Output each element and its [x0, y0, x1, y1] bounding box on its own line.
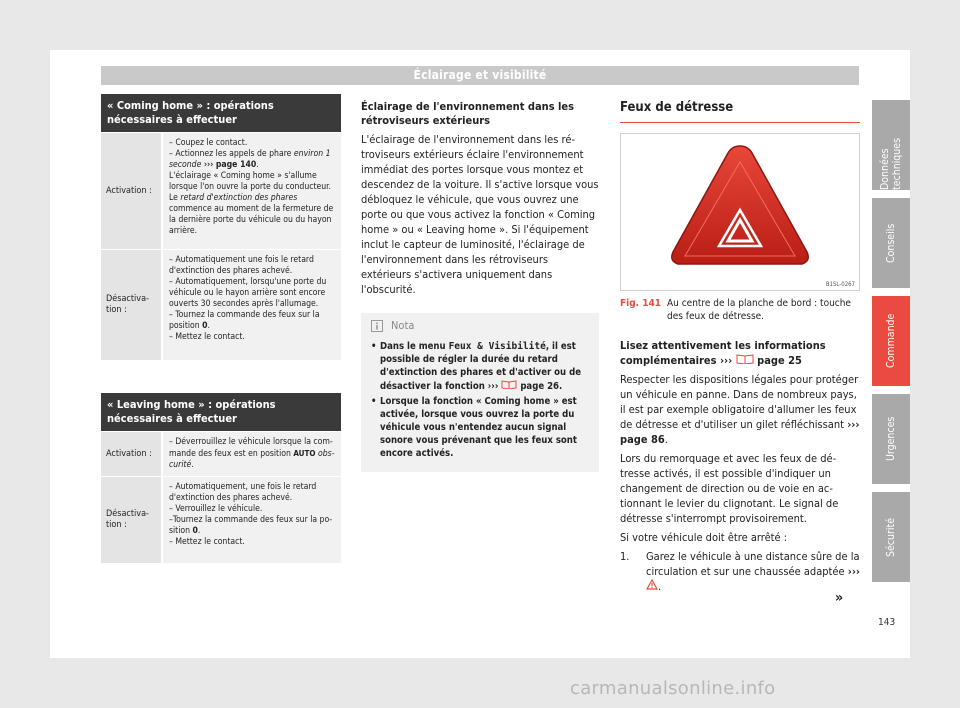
tab-urgences[interactable] [872, 394, 910, 484]
tab-label: Conseils [885, 223, 897, 263]
cross-ref-arrows: ››› [847, 418, 860, 431]
activation-label: Activation : [101, 133, 161, 249]
text-line: – Déverrouillez le véhicule lorsque la commande des feux est en position [169, 437, 333, 459]
note-item: • Lorsque la fonction « Coming home » est activée, lorsque vous ouvrez la porte du véhicule vous n'entendez aucun signal sonore vous prévenant que les feux sont encore activés. [371, 395, 589, 460]
mirror-lighting-body: L'éclairage de l'environnement dans les rétroviseurs extérieurs éclaire l'environnement immédiat des portes lorsque vous montez et descendez de la voiture. Il s'active lorsque vous débloquez le véhicule, que vous ouvrez une porte ou que vous activez la fonction « Coming home » ou « Leaving home ». Si l'équipement inclut le capteur de luminosité, l'éclairage de l'environnement dans les rétroviseurs extérieurs s'activera uniquement dans l'obscurité. [361, 133, 599, 296]
text-line: , il est possible de régler la durée du retard d'extinction des phares et d'activer ou de désactiver la fonction [380, 341, 582, 392]
continue-marker: » [835, 590, 844, 606]
leaving-home-table [101, 393, 341, 563]
tab-label: Commande [885, 313, 897, 369]
note-box [361, 313, 599, 472]
note-body [361, 338, 599, 472]
text-line: Respecter les dispositions légales pour protéger un véhicule en panne. Dans de nombreux pays, il est par exemple obligatoire d'allumer les feux de détresse et d'utiliser un gilet réfléchissant [620, 373, 859, 431]
figure-caption-text: Au centre de la planche de bord : touche des feux de détresse. [667, 298, 851, 322]
text-line: – Verrouillez le véhicule. [169, 504, 263, 514]
page-link[interactable]: page 26 [520, 381, 559, 392]
cross-ref-arrows: ››› [203, 160, 214, 170]
note-header [361, 313, 599, 338]
section-title: Feux de détresse [620, 100, 860, 123]
paragraph-legal [620, 372, 860, 447]
text-line: Lisez attentivement les informations complémentaires [620, 339, 826, 367]
cross-ref-arrows: ››› [847, 565, 861, 578]
tab-commande[interactable] [872, 296, 910, 386]
middle-column [361, 100, 599, 472]
page-header-title: Éclairage et visibilité [101, 66, 859, 85]
figure-number: Fig. 141 [620, 298, 661, 309]
activation-label: Activation : [101, 432, 161, 476]
text-line [169, 310, 335, 332]
warning-icon [646, 579, 658, 590]
tab-donnees-techniques[interactable] [872, 100, 910, 190]
text-line: – Automatiquement, lorsqu'une porte du véhicule ou le hayon arrière sont encore ouverts 30 secondes après l'allumage. [169, 277, 327, 309]
leaving-home-deactivation-row [101, 476, 341, 563]
info-icon [371, 320, 383, 332]
text-line: L'éclairage « Coming home » s'allume lorsque l'on ouvre la porte du conducteur. Le [169, 171, 332, 203]
text-line: . [658, 580, 662, 593]
page-link[interactable]: page 25 [757, 354, 802, 367]
text-line [169, 515, 335, 537]
cross-ref-arrows: ››› [487, 381, 499, 392]
text-line: – Mettez le contact. [169, 537, 245, 547]
coming-home-activation-row [101, 132, 341, 249]
position-symbol: 0 [202, 321, 208, 331]
auto-symbol: AUTO [293, 449, 316, 458]
text-line: – Tournez la commande des feux sur la position [169, 310, 320, 331]
activation-value [163, 432, 341, 476]
text-line: Dans le menu [380, 341, 446, 352]
text-line: –Tournez la commande des feux sur la position [169, 515, 332, 536]
menu-name: Feux & Visibilité [448, 341, 546, 352]
note-title: Nota [391, 319, 415, 332]
text-line: . [256, 160, 259, 170]
step-text [646, 549, 860, 594]
page-link[interactable]: page 86 [620, 433, 665, 446]
figure-hazard-button [620, 133, 860, 291]
text-line [169, 171, 335, 237]
deactivation-value [163, 250, 341, 360]
tab-conseils[interactable] [872, 198, 910, 288]
leaving-home-table-title: « Leaving home » : opérations nécessaires à effectuer [101, 393, 341, 431]
text-line: Garez le véhicule à une distance sûre de la circulation et sur une chaussée adaptée [646, 550, 860, 578]
text-line: – Automatiquement, une fois le retard d'extinction des phares achevé. [169, 482, 317, 503]
deactivation-value [163, 477, 341, 563]
cross-ref-arrows: ››› [719, 354, 733, 367]
text-line: . [191, 460, 194, 470]
paragraph-towing: Lors du remorquage et avec les feux de détresse activés, il est possible d'indiquer un changement de direction ou de voie en actionnant le levier du clignotant. Le signal de détresse s'interrompt provisoirement. [620, 452, 839, 525]
text-line: . [207, 321, 210, 331]
text-italic: environ [293, 149, 324, 159]
position-symbol: 0 [192, 526, 198, 536]
figure-code: B1SL-0267 [825, 281, 855, 288]
page-link[interactable]: page 140 [215, 160, 257, 170]
tab-label: Urgences [885, 416, 897, 462]
step-1 [620, 549, 860, 594]
paragraph-stop: Si votre véhicule doit être arrêté : [620, 531, 788, 544]
mirror-lighting-heading: Éclairage de l'environnement dans les rétroviseurs extérieurs [361, 100, 575, 127]
read-info-heading [620, 338, 860, 368]
text-line: commence au moment de la fermeture de la dernière porte du véhicule ou du hayon arrière. [169, 204, 334, 236]
book-icon [501, 379, 517, 389]
deactivation-label: Désactivation : [101, 477, 161, 563]
book-icon [736, 353, 754, 364]
tab-securite[interactable] [872, 492, 910, 582]
deactivation-label: Désactivation : [101, 250, 161, 360]
text-line: . [197, 526, 201, 536]
note-item [371, 340, 589, 393]
text-italic: retard d'extinction des phares [180, 193, 298, 203]
text-italic: 1 seconde [169, 149, 331, 170]
coming-home-table-title: « Coming home » : opérations nécessaires à effectuer [101, 94, 341, 132]
leaving-home-activation-row [101, 431, 341, 476]
figure-caption [620, 297, 860, 323]
page-number: 143 [878, 617, 896, 628]
coming-home-deactivation-row [101, 249, 341, 360]
text-line: . [664, 433, 668, 446]
text-line: – Automatiquement une fois le retard d'extinction des phares achevé. [169, 255, 314, 276]
watermark: carmanualsonline.info [570, 678, 776, 699]
text-line: . [558, 381, 563, 392]
step-number: 1. [620, 550, 630, 563]
activation-value [163, 133, 341, 249]
tab-label: Données techniques [879, 137, 903, 190]
hazard-button-image [621, 134, 859, 290]
text-line: – Mettez le contact. [169, 332, 245, 342]
text-italic: obscurité [169, 449, 335, 470]
text-line: – Coupez le contact. [169, 138, 248, 148]
tab-label: Sécurité [885, 517, 897, 557]
coming-home-table [101, 94, 341, 360]
text-line: – Actionnez les appels de phare [169, 149, 292, 159]
right-column [620, 100, 860, 594]
